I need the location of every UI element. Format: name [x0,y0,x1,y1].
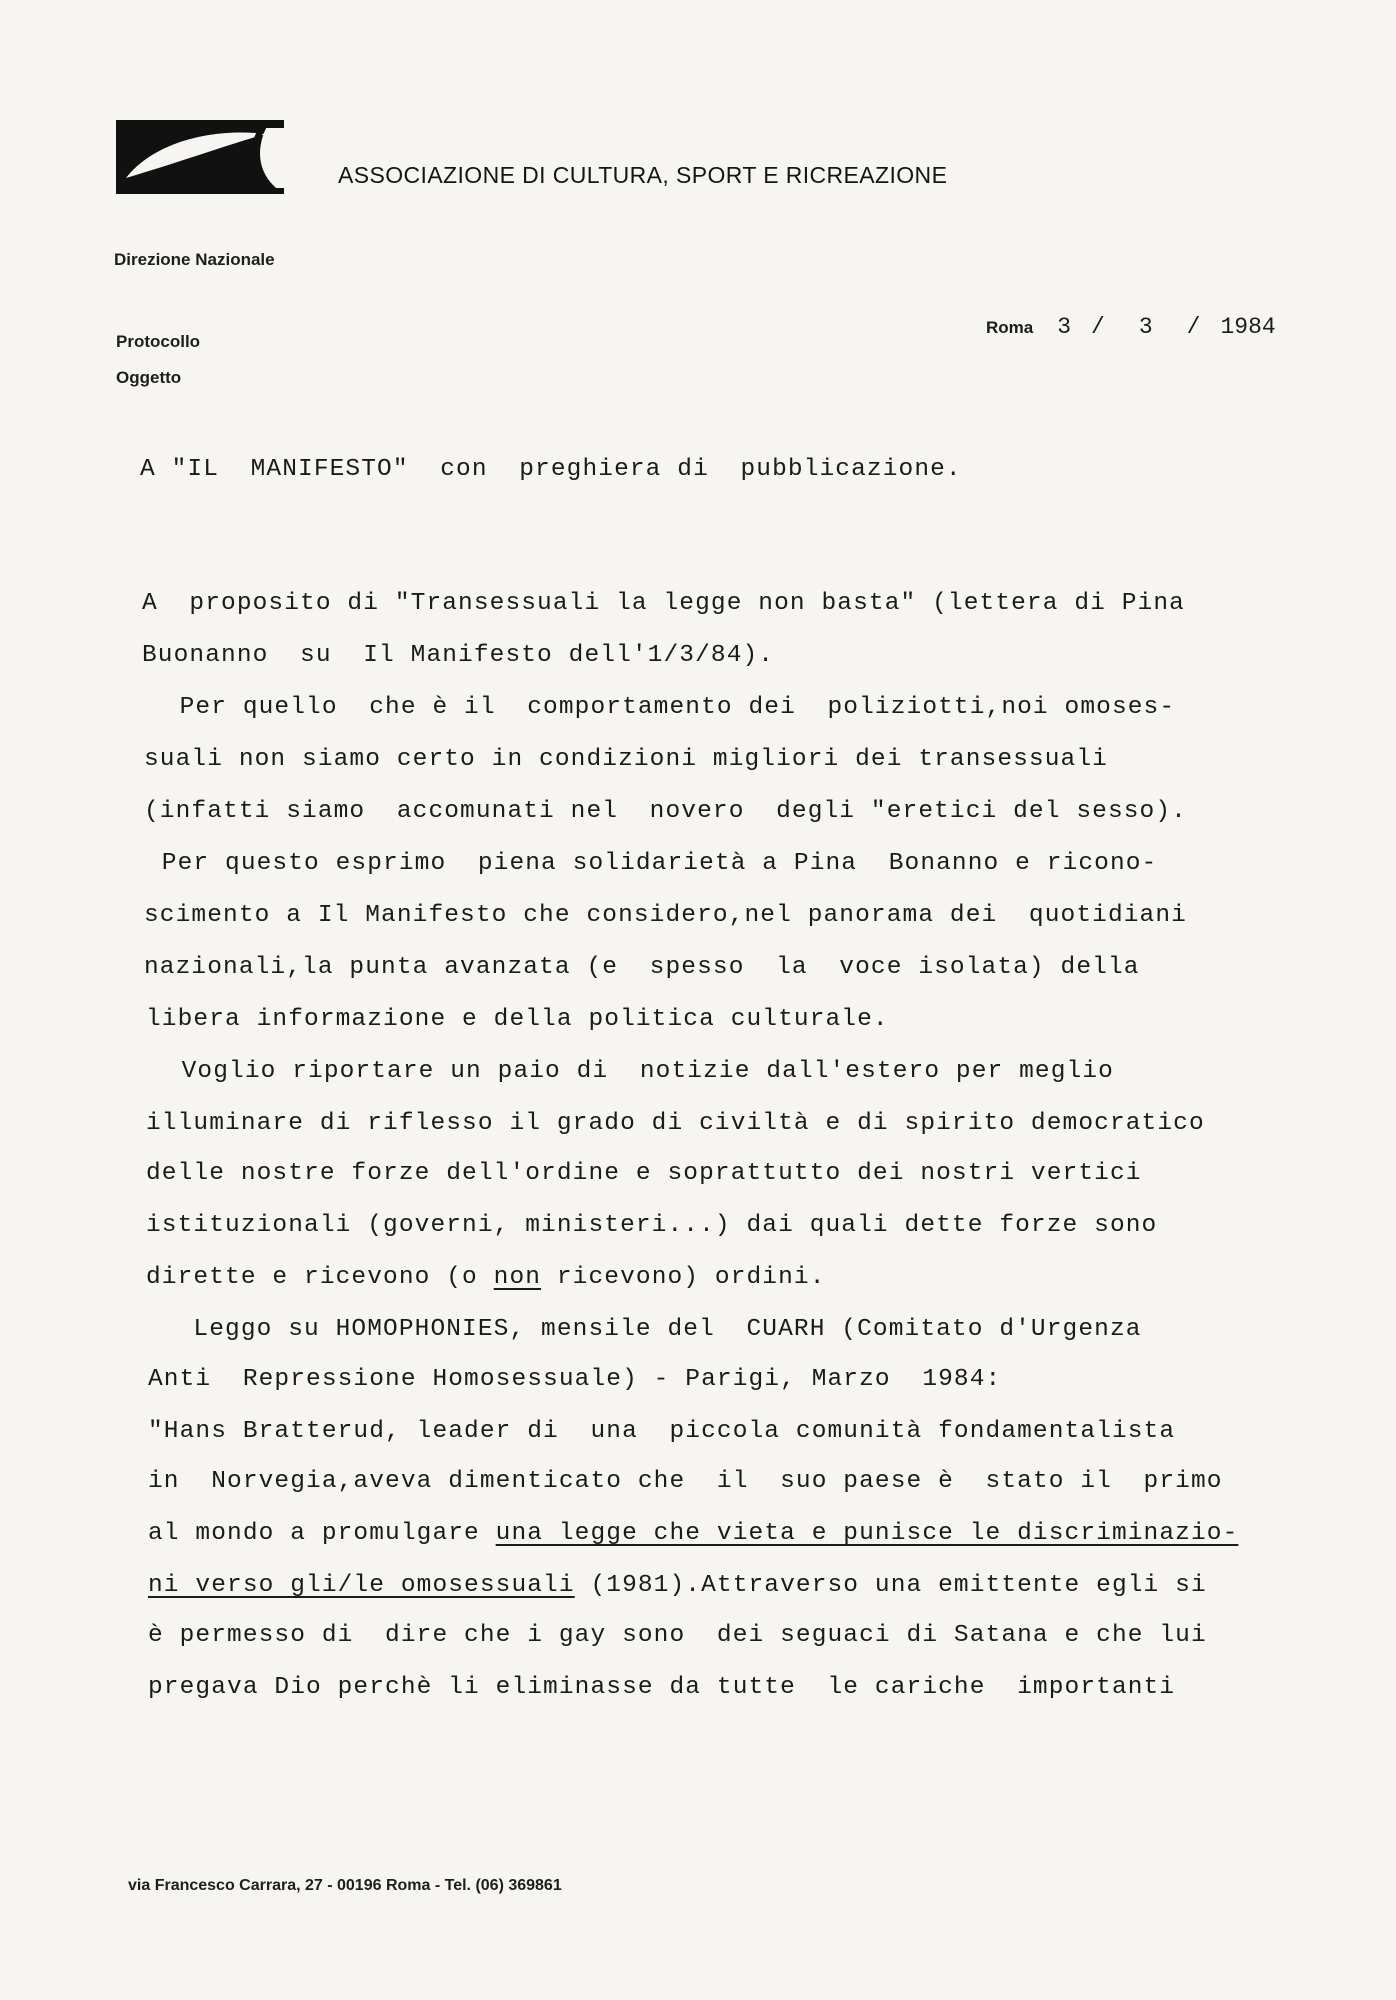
body-text: dirette e ricevono (o [146,1264,494,1291]
protocol-label: Protocollo [116,332,201,351]
body-line: A proposito di "Transessuali la legge non basta" (lettera di Pina [142,590,1185,617]
subject-label: Oggetto [116,368,182,387]
body-line: (infatti siamo accomunati nel novero degli "eretici del sesso). [144,798,1187,825]
body-line: in Norvegia,aveva dimenticato che il suo paese è stato il primo [148,1468,1223,1495]
underlined-text: una legge che vieta e punisce le discriminazio- [495,1520,1239,1547]
body-line: Voglio riportare un paio di notizie dall'estero per meglio [150,1058,1114,1085]
body-text: (1981).Attraverso una emittente egli si [574,1572,1207,1599]
date-year: 1984 [1220,314,1276,340]
organization-name: ASSOCIAZIONE DI CULTURA, SPORT E RICREAZIONE [338,162,948,188]
date-month: 3 [1138,314,1153,340]
date-separator: / [1186,314,1201,340]
body-line: scimento a Il Manifesto che considero,nel panorama dei quotidiani [144,902,1187,929]
body-line: Anti Repressione Homosessuale) - Parigi, Marzo 1984: [148,1366,1002,1393]
body-line: è permesso di dire che i gay sono dei seguaci di Satana e che lui [148,1622,1207,1649]
letter-date [986,314,1286,340]
recipient-line: A "IL MANIFESTO" con preghiera di pubblicazione. [140,456,962,483]
body-line: Leggo su HOMOPHONIES, mensile del CUARH (Comitato d'Urgenza [146,1316,1142,1343]
body-line: istituzionali (governi, ministeri...) dai quali dette forze sono [146,1212,1158,1239]
body-line: "Hans Bratterud, leader di una piccola comunità fondamentalista [148,1418,1176,1445]
underlined-text: non [493,1264,542,1291]
body-line: Per quello che è il comportamento dei poliziotti,noi omoses- [148,694,1176,721]
body-line: nazionali,la punta avanzata (e spesso la voce isolata) della [144,954,1140,981]
date-day: 3 [1057,314,1072,340]
date-separator: / [1091,314,1105,340]
body-text: al mondo a promulgare [148,1520,496,1547]
association-logo-icon [116,120,284,194]
body-line: suali non siamo certo in condizioni migliori dei transessuali [144,746,1108,773]
date-place: Roma [986,318,1034,337]
body-text: ricevono) ordini. [541,1264,826,1291]
body-line: illuminare di riflesso il grado di civiltà e di spirito democratico [146,1110,1205,1137]
body-line [148,1572,1207,1599]
department-label: Direzione Nazionale [114,250,275,269]
body-line: delle nostre forze dell'ordine e soprattutto dei nostri vertici [146,1160,1142,1187]
body-line [148,1520,1238,1547]
underlined-text: ni verso gli/le omosessuali [148,1572,575,1599]
body-line: pregava Dio perchè li eliminasse da tutte le cariche importanti [148,1674,1176,1701]
footer-address: via Francesco Carrara, 27 - 00196 Roma - Tel. (06) 369861 [128,1877,562,1894]
body-line: Buonanno su Il Manifesto dell'1/3/84). [142,642,775,669]
body-line [146,1264,826,1291]
body-line: Per questo esprimo piena solidarietà a Pina Bonanno e ricono- [146,850,1158,877]
body-line: libera informazione e della politica culturale. [146,1006,889,1033]
